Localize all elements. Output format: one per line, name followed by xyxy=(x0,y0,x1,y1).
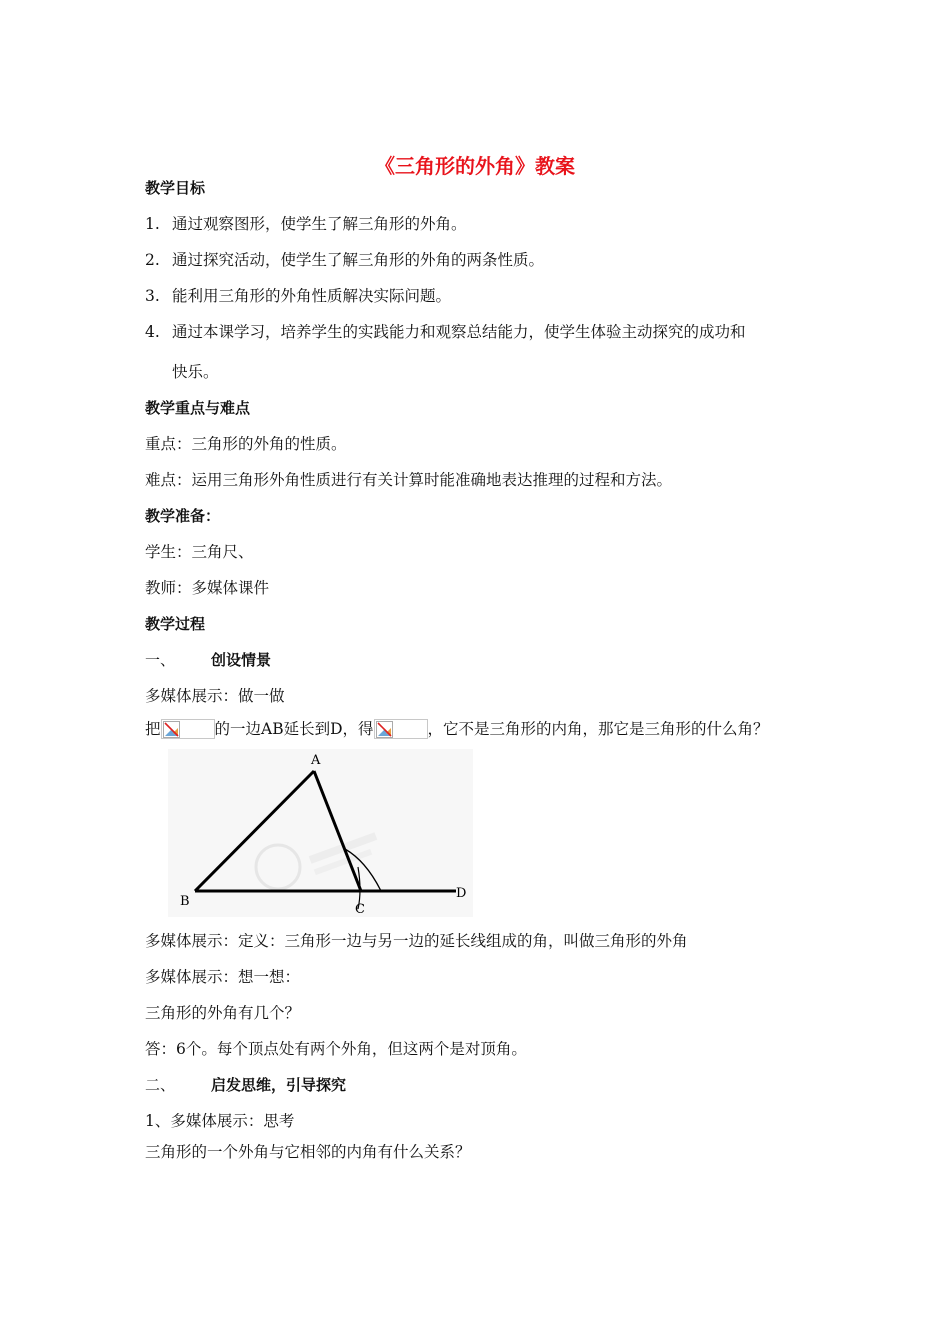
goal-num: 4. xyxy=(145,323,160,341)
goal-item xyxy=(145,286,451,306)
prep-student: 学生：三角尺、 xyxy=(145,543,254,561)
question-part: ，它不是三角形的内角，那它是三角形的什么角？ xyxy=(427,720,769,738)
definition-text: 多媒体展示：定义：三角形一边与另一边的延长线组成的角，叫做三角形的外角 xyxy=(145,932,688,950)
page-title: 《三角形的外角》教案 xyxy=(375,154,575,178)
question-line xyxy=(145,719,769,739)
label-c: C xyxy=(355,902,365,917)
broken-image-icon xyxy=(161,719,215,739)
section-two-heading xyxy=(145,1075,346,1095)
show-text: 多媒体展示：做一做 xyxy=(145,687,285,705)
label-a: A xyxy=(311,753,321,768)
section-number: 二、 xyxy=(145,1076,176,1094)
difficulty-text: 难点：运用三角形外角性质进行有关计算时能准确地表达推理的过程和方法。 xyxy=(145,471,673,489)
goal-num: 2. xyxy=(145,251,160,269)
focus-text: 重点：三角形的外角的性质。 xyxy=(145,435,347,453)
label-d: D xyxy=(456,886,467,901)
goal-item xyxy=(145,214,467,234)
prep-teacher: 教师：多媒体课件 xyxy=(145,579,270,597)
section-title: 创设情景 xyxy=(211,651,272,669)
triangle-diagram xyxy=(168,749,478,919)
label-b: B xyxy=(180,894,190,909)
process-heading: 教学过程 xyxy=(145,615,206,633)
section-title: 启发思维，引导探究 xyxy=(211,1076,347,1094)
goal-num: 1. xyxy=(145,215,160,233)
section-number: 一、 xyxy=(145,651,176,669)
goal-text: 通过探究活动，使学生了解三角形的外角的两条性质。 xyxy=(172,251,545,269)
question-part: 的一边AB延长到D，得 xyxy=(214,720,374,738)
answer-text: 答：6个。每个顶点处有两个外角，但这两个是对顶角。 xyxy=(145,1040,527,1058)
question-part: 把 xyxy=(145,720,161,738)
goal-item xyxy=(145,322,746,342)
question-text: 三角形的外角有几个？ xyxy=(145,1004,301,1022)
keypoints-heading: 教学重点与难点 xyxy=(145,399,251,417)
goal-text: 通过本课学习，培养学生的实践能力和观察总结能力，使学生体验主动探究的成功和 xyxy=(172,323,746,341)
goal-text: 能利用三角形的外角性质解决实际问题。 xyxy=(172,287,452,305)
show-text: 多媒体展示：想一想： xyxy=(145,968,301,986)
question-text: 三角形的一个外角与它相邻的内角有什么关系？ xyxy=(145,1143,471,1161)
goal-text: 通过观察图形，使学生了解三角形的外角。 xyxy=(172,215,467,233)
goal-text-continued: 快乐。 xyxy=(172,363,219,381)
prep-heading: 教学准备： xyxy=(145,507,221,525)
broken-image-icon xyxy=(374,719,428,739)
section-one-heading xyxy=(145,650,271,670)
goals-heading: 教学目标 xyxy=(145,179,206,197)
goal-num: 3. xyxy=(145,287,160,305)
show-text: 1、多媒体展示：思考 xyxy=(145,1112,295,1130)
goal-item xyxy=(145,250,544,270)
